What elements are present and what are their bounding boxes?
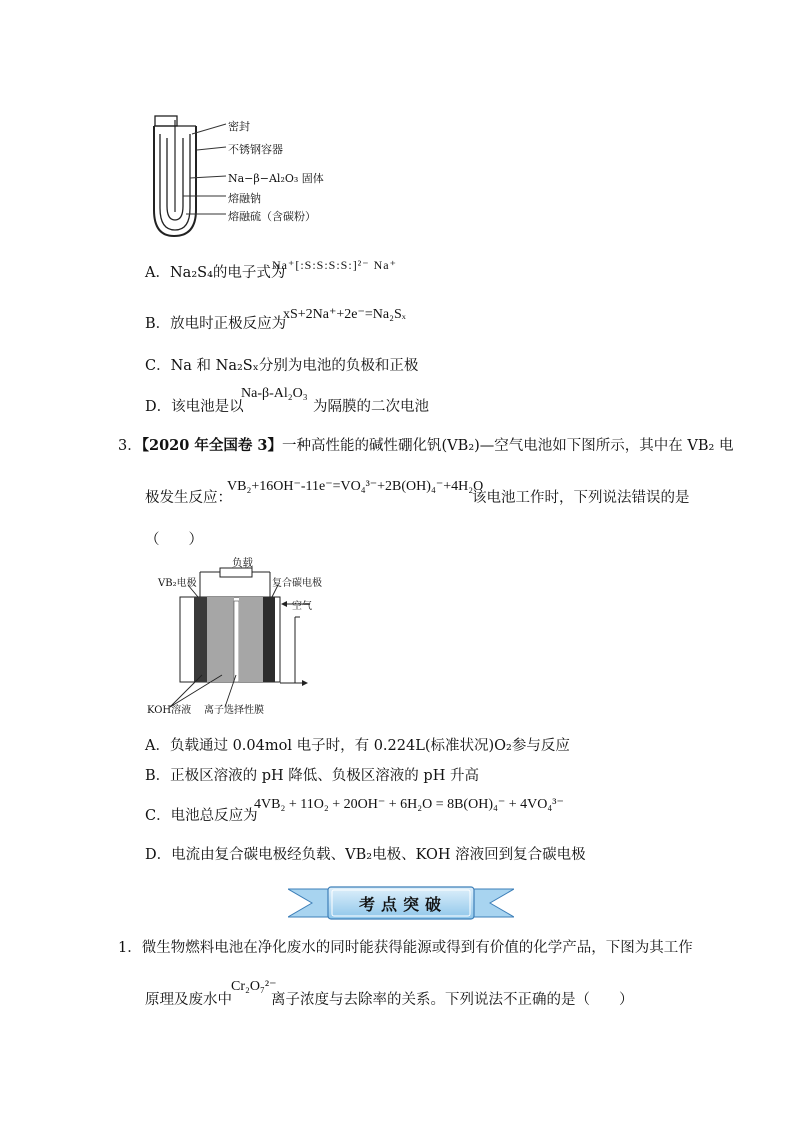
label-vb2-electrode: VB₂电极 (158, 578, 197, 589)
option-text: Na₂S₄的电子式为 (169, 265, 286, 281)
option-letter: C． (145, 358, 171, 374)
label-ion-selective-membrane: 离子选择性膜 (204, 705, 264, 716)
label-molten-sodium: 熔融钠 (228, 192, 261, 205)
question-stem: 一种高性能的碱性硼化钒(VB₂)—空气电池如下图所示，其中在 VB₂ 电 (282, 438, 734, 454)
q2-option-b-formula: xS+2Na⁺+2e⁻=Na₂Sₓ (283, 307, 406, 322)
q2-option-c (145, 356, 418, 376)
label-load: 负载 (232, 557, 253, 569)
q2-option-d (145, 397, 244, 417)
option-text: Na 和 Na₂Sₓ分别为电池的负极和正极 (170, 358, 419, 374)
q2-option-d-tail: 为隔膜的二次电池 (313, 399, 429, 415)
q3-stem-line1 (118, 436, 733, 456)
label-air: 空气 (292, 601, 312, 612)
label-koh-solution: KOH溶液 (147, 705, 192, 716)
option-text: 该电池是以 (171, 399, 244, 415)
q3-half-reaction: VB₂+16OH⁻-11e⁻=VO₄³⁻+2B(OH)₄⁻+4H₂O (227, 479, 484, 494)
option-letter: B． (145, 316, 171, 332)
q3-stem-line2-suffix: 该电池工作时，下列说法错误的是 (472, 490, 690, 506)
q2-option-a-formula: Na⁺[:S:S:S:S:]²⁻ Na⁺ (272, 258, 397, 272)
q3-stem-line2-prefix: 极发生反应： (145, 490, 232, 506)
q3-answer-paren: （ ） (145, 532, 203, 548)
option-letter: D． (145, 399, 172, 415)
p1-dichromate-formula: Cr₂O₇²⁻ (231, 979, 277, 994)
question-number: 3． (118, 438, 142, 454)
label-molten-sulfur: 熔融硫（含碳粉） (228, 210, 316, 223)
option-text: 放电时正极反应为 (170, 316, 287, 332)
label-steel-container: 不锈钢容器 (228, 143, 283, 156)
banner-title: 考点突破 (358, 895, 447, 914)
question-number: 1． (118, 940, 142, 956)
q3-option-b: B．正极区溶液的 pH 降低、负极区溶液的 pH 升高 (145, 768, 479, 784)
q3-option-c: C．电池总反应为 (145, 808, 258, 824)
label-seal: 密封 (228, 120, 250, 133)
p1-stem-line1 (118, 938, 693, 958)
option-letter: A． (145, 265, 170, 281)
label-composite-carbon-electrode: 复合碳电极 (272, 578, 322, 589)
label-na-beta-alumina: Na−β−Al₂O₃ 固体 (228, 172, 324, 185)
q3-option-c-formula: 4VB₂ + 11O₂ + 20OH⁻ + 6H₂O = 8B(OH)₄⁻ + 4VO₄³⁻ (254, 797, 564, 812)
q2-option-a (145, 263, 285, 283)
question-source: 【2020 年全国卷 3】 (141, 437, 283, 454)
question-stem: 微生物燃料电池在净化废水的同时能获得能源或得到有价值的化学产品，下图为其工作 (141, 940, 693, 956)
q2-option-b (145, 314, 286, 334)
q3-option-d: D．电流由复合碳电极经负载、VB₂电极、KOH 溶液回到复合碳电极 (145, 847, 586, 863)
p1-stem-line2-prefix: 原理及废水中 (145, 992, 232, 1008)
p1-stem-line2-suffix: 离子浓度与去除率的关系。下列说法不正确的是（ ） (271, 992, 634, 1008)
q2-option-d-formula: Na-β-Al₂O₃ (241, 386, 308, 401)
q3-option-a: A．负载通过 0.04mol 电子时，有 0.224L(标准状况)O₂参与反应 (145, 738, 570, 754)
